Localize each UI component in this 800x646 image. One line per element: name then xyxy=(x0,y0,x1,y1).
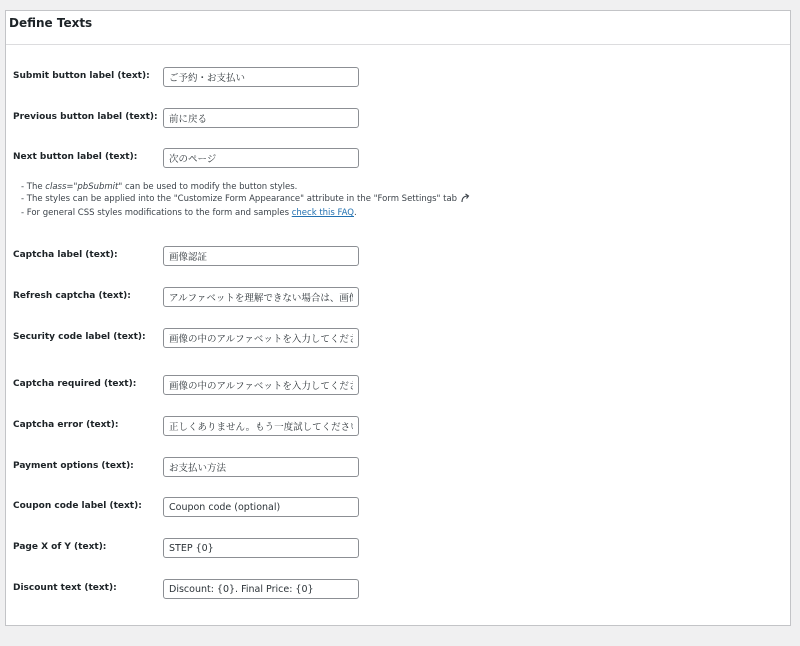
note-line-2: - The styles can be applied into the "Customize Form Appearance" attribute in the "Form Settings" tab xyxy=(21,193,470,207)
captcha-label-input[interactable] xyxy=(163,246,359,266)
previous-label-input[interactable] xyxy=(163,108,359,128)
captcha-error-input[interactable] xyxy=(163,416,359,436)
payment-options-caption: Payment options (text): xyxy=(13,461,134,471)
arrow-up-right-icon[interactable] xyxy=(460,193,470,207)
field-row-previous-label xyxy=(0,108,800,130)
field-row-security-code xyxy=(0,328,800,350)
security-code-caption: Security code label (text): xyxy=(13,332,146,342)
security-code-input[interactable] xyxy=(163,328,359,348)
field-row-page-x-of-y xyxy=(0,538,800,560)
captcha-required-caption: Captcha required (text): xyxy=(13,379,137,389)
discount-text-input[interactable] xyxy=(163,579,359,599)
panel-title: Define Texts xyxy=(9,16,93,30)
captcha-label-caption: Captcha label (text): xyxy=(13,250,118,260)
submit-label-input[interactable] xyxy=(163,67,359,87)
discount-text-caption: Discount text (text): xyxy=(13,583,117,593)
payment-options-input[interactable] xyxy=(163,457,359,477)
field-row-next-label xyxy=(0,148,800,170)
captcha-error-caption: Captcha error (text): xyxy=(13,420,119,430)
field-row-captcha-error xyxy=(0,416,800,438)
page-x-of-y-caption: Page X of Y (text): xyxy=(13,542,107,552)
pbsubmit-class-code: class="pbSubmit" xyxy=(45,182,123,192)
next-label-caption: Next button label (text): xyxy=(13,152,138,162)
submit-label-caption: Submit button label (text): xyxy=(13,71,150,81)
define-texts-panel xyxy=(5,10,791,626)
coupon-code-input[interactable] xyxy=(163,497,359,517)
field-row-coupon-code xyxy=(0,497,800,519)
next-label-input[interactable] xyxy=(163,148,359,168)
button-style-notes xyxy=(21,181,470,219)
previous-label-caption: Previous button label (text): xyxy=(13,112,158,122)
refresh-captcha-caption: Refresh captcha (text): xyxy=(13,291,131,301)
field-row-discount-text xyxy=(0,579,800,601)
panel-header xyxy=(6,11,790,45)
field-row-captcha-required xyxy=(0,375,800,397)
refresh-captcha-input[interactable] xyxy=(163,287,359,307)
coupon-code-caption: Coupon code label (text): xyxy=(13,501,142,511)
check-faq-link[interactable]: check this FAQ xyxy=(291,208,354,218)
captcha-required-input[interactable] xyxy=(163,375,359,395)
page-x-of-y-input[interactable] xyxy=(163,538,359,558)
field-row-refresh-captcha xyxy=(0,287,800,309)
field-row-captcha-label xyxy=(0,246,800,268)
field-row-payment-options xyxy=(0,457,800,479)
field-row-submit-label xyxy=(0,67,800,89)
note-line-3: - For general CSS styles modifications to the form and samples check this FAQ. xyxy=(21,208,357,218)
note-line-1: - The class="pbSubmit" can be used to modify the button styles. xyxy=(21,182,298,192)
